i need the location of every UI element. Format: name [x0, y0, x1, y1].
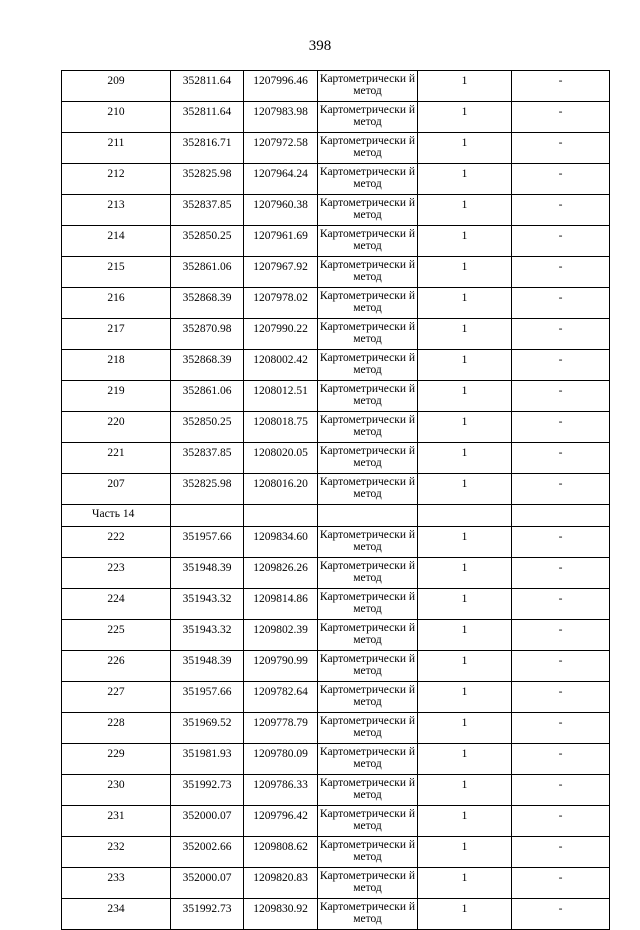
y-coordinate-cell: 1208012.51 — [244, 381, 318, 412]
x-coordinate-cell: 352811.64 — [171, 71, 244, 102]
table-row — [62, 412, 610, 443]
method-cell: Картометрически й метод — [318, 474, 418, 505]
point-number-cell: 225 — [62, 620, 171, 651]
empty-cell — [244, 505, 318, 527]
accuracy-cell: 1 — [418, 133, 512, 164]
point-number-cell: 227 — [62, 682, 171, 713]
method-cell: Картометрически й метод — [318, 899, 418, 930]
method-cell: Картометрически й метод — [318, 837, 418, 868]
y-coordinate-cell: 1209830.92 — [244, 899, 318, 930]
method-cell: Картометрически й метод — [318, 226, 418, 257]
table-row — [62, 806, 610, 837]
point-number-cell: 224 — [62, 589, 171, 620]
y-coordinate-cell: 1209790.99 — [244, 651, 318, 682]
table-row — [62, 868, 610, 899]
method-cell: Картометрически й метод — [318, 775, 418, 806]
point-number-cell: 234 — [62, 899, 171, 930]
method-cell: Картометрически й метод — [318, 71, 418, 102]
coordinates-table-body — [62, 71, 610, 930]
x-coordinate-cell: 351943.32 — [171, 620, 244, 651]
part-heading-row — [62, 505, 610, 527]
description-cell: - — [512, 288, 610, 319]
empty-cell — [512, 505, 610, 527]
accuracy-cell: 1 — [418, 558, 512, 589]
method-cell: Картометрически й метод — [318, 133, 418, 164]
description-cell: - — [512, 102, 610, 133]
method-cell: Картометрически й метод — [318, 806, 418, 837]
description-cell: - — [512, 443, 610, 474]
table-row — [62, 195, 610, 226]
table-row — [62, 288, 610, 319]
description-cell: - — [512, 651, 610, 682]
x-coordinate-cell: 351957.66 — [171, 527, 244, 558]
description-cell: - — [512, 682, 610, 713]
point-number-cell: 231 — [62, 806, 171, 837]
table-row — [62, 899, 610, 930]
description-cell: - — [512, 226, 610, 257]
accuracy-cell: 1 — [418, 288, 512, 319]
x-coordinate-cell: 351948.39 — [171, 651, 244, 682]
x-coordinate-cell: 352870.98 — [171, 319, 244, 350]
description-cell: - — [512, 775, 610, 806]
x-coordinate-cell: 352850.25 — [171, 412, 244, 443]
method-cell: Картометрически й метод — [318, 713, 418, 744]
x-coordinate-cell: 351969.52 — [171, 713, 244, 744]
table-row — [62, 133, 610, 164]
table-row — [62, 682, 610, 713]
y-coordinate-cell: 1209780.09 — [244, 744, 318, 775]
table-row — [62, 713, 610, 744]
table-row — [62, 102, 610, 133]
description-cell: - — [512, 381, 610, 412]
method-cell: Картометрически й метод — [318, 527, 418, 558]
point-number-cell: 207 — [62, 474, 171, 505]
point-number-cell: 230 — [62, 775, 171, 806]
description-cell: - — [512, 589, 610, 620]
y-coordinate-cell: 1209782.64 — [244, 682, 318, 713]
table-row — [62, 474, 610, 505]
table-row — [62, 651, 610, 682]
table-row — [62, 558, 610, 589]
y-coordinate-cell: 1209814.86 — [244, 589, 318, 620]
accuracy-cell: 1 — [418, 527, 512, 558]
point-number-cell: 215 — [62, 257, 171, 288]
description-cell: - — [512, 164, 610, 195]
method-cell: Картометрически й метод — [318, 164, 418, 195]
table-row — [62, 257, 610, 288]
point-number-cell: 217 — [62, 319, 171, 350]
coordinates-table — [61, 70, 610, 930]
x-coordinate-cell: 352861.06 — [171, 257, 244, 288]
table-row — [62, 837, 610, 868]
y-coordinate-cell: 1209820.83 — [244, 868, 318, 899]
method-cell: Картометрически й метод — [318, 744, 418, 775]
part-label: Часть 14 — [62, 505, 171, 527]
table-row — [62, 71, 610, 102]
y-coordinate-cell: 1208016.20 — [244, 474, 318, 505]
method-cell: Картометрически й метод — [318, 558, 418, 589]
accuracy-cell: 1 — [418, 443, 512, 474]
table-row — [62, 527, 610, 558]
table-row — [62, 775, 610, 806]
y-coordinate-cell: 1209796.42 — [244, 806, 318, 837]
y-coordinate-cell: 1209834.60 — [244, 527, 318, 558]
accuracy-cell: 1 — [418, 257, 512, 288]
accuracy-cell: 1 — [418, 319, 512, 350]
accuracy-cell: 1 — [418, 837, 512, 868]
accuracy-cell: 1 — [418, 651, 512, 682]
y-coordinate-cell: 1209826.26 — [244, 558, 318, 589]
method-cell: Картометрически й метод — [318, 381, 418, 412]
y-coordinate-cell: 1209802.39 — [244, 620, 318, 651]
x-coordinate-cell: 351992.73 — [171, 899, 244, 930]
description-cell: - — [512, 558, 610, 589]
table-row — [62, 350, 610, 381]
accuracy-cell: 1 — [418, 899, 512, 930]
accuracy-cell: 1 — [418, 226, 512, 257]
accuracy-cell: 1 — [418, 806, 512, 837]
method-cell: Картометрически й метод — [318, 589, 418, 620]
point-number-cell: 212 — [62, 164, 171, 195]
accuracy-cell: 1 — [418, 744, 512, 775]
table-row — [62, 319, 610, 350]
description-cell: - — [512, 412, 610, 443]
method-cell: Картометрически й метод — [318, 443, 418, 474]
point-number-cell: 223 — [62, 558, 171, 589]
y-coordinate-cell: 1207967.92 — [244, 257, 318, 288]
x-coordinate-cell: 352868.39 — [171, 350, 244, 381]
table-row — [62, 443, 610, 474]
accuracy-cell: 1 — [418, 381, 512, 412]
description-cell: - — [512, 474, 610, 505]
y-coordinate-cell: 1208002.42 — [244, 350, 318, 381]
description-cell: - — [512, 319, 610, 350]
x-coordinate-cell: 352000.07 — [171, 806, 244, 837]
x-coordinate-cell: 352811.64 — [171, 102, 244, 133]
point-number-cell: 233 — [62, 868, 171, 899]
y-coordinate-cell: 1207978.02 — [244, 288, 318, 319]
point-number-cell: 209 — [62, 71, 171, 102]
method-cell: Картометрически й метод — [318, 412, 418, 443]
point-number-cell: 232 — [62, 837, 171, 868]
method-cell: Картометрически й метод — [318, 102, 418, 133]
point-number-cell: 214 — [62, 226, 171, 257]
accuracy-cell: 1 — [418, 71, 512, 102]
y-coordinate-cell: 1209778.79 — [244, 713, 318, 744]
method-cell: Картометрически й метод — [318, 682, 418, 713]
method-cell: Картометрически й метод — [318, 350, 418, 381]
accuracy-cell: 1 — [418, 775, 512, 806]
x-coordinate-cell: 352837.85 — [171, 195, 244, 226]
accuracy-cell: 1 — [418, 474, 512, 505]
x-coordinate-cell: 352868.39 — [171, 288, 244, 319]
point-number-cell: 222 — [62, 527, 171, 558]
x-coordinate-cell: 351981.93 — [171, 744, 244, 775]
x-coordinate-cell: 352002.66 — [171, 837, 244, 868]
accuracy-cell: 1 — [418, 412, 512, 443]
description-cell: - — [512, 620, 610, 651]
description-cell: - — [512, 133, 610, 164]
accuracy-cell: 1 — [418, 713, 512, 744]
point-number-cell: 220 — [62, 412, 171, 443]
accuracy-cell: 1 — [418, 102, 512, 133]
method-cell: Картометрически й метод — [318, 651, 418, 682]
empty-cell — [318, 505, 418, 527]
page-number: 398 — [308, 38, 332, 54]
x-coordinate-cell: 352837.85 — [171, 443, 244, 474]
description-cell: - — [512, 837, 610, 868]
description-cell: - — [512, 806, 610, 837]
method-cell: Картометрически й метод — [318, 195, 418, 226]
accuracy-cell: 1 — [418, 868, 512, 899]
description-cell: - — [512, 195, 610, 226]
description-cell: - — [512, 899, 610, 930]
accuracy-cell: 1 — [418, 350, 512, 381]
method-cell: Картометрически й метод — [318, 620, 418, 651]
empty-cell — [418, 505, 512, 527]
table-row — [62, 226, 610, 257]
description-cell: - — [512, 257, 610, 288]
description-cell: - — [512, 350, 610, 381]
x-coordinate-cell: 351992.73 — [171, 775, 244, 806]
x-coordinate-cell: 352816.71 — [171, 133, 244, 164]
point-number-cell: 221 — [62, 443, 171, 474]
table-row — [62, 620, 610, 651]
y-coordinate-cell: 1207996.46 — [244, 71, 318, 102]
method-cell: Картометрически й метод — [318, 868, 418, 899]
y-coordinate-cell: 1207960.38 — [244, 195, 318, 226]
accuracy-cell: 1 — [418, 164, 512, 195]
x-coordinate-cell: 352825.98 — [171, 474, 244, 505]
x-coordinate-cell: 351948.39 — [171, 558, 244, 589]
x-coordinate-cell: 352861.06 — [171, 381, 244, 412]
y-coordinate-cell: 1207990.22 — [244, 319, 318, 350]
description-cell: - — [512, 744, 610, 775]
description-cell: - — [512, 713, 610, 744]
point-number-cell: 210 — [62, 102, 171, 133]
y-coordinate-cell: 1207983.98 — [244, 102, 318, 133]
x-coordinate-cell: 352850.25 — [171, 226, 244, 257]
point-number-cell: 228 — [62, 713, 171, 744]
x-coordinate-cell: 352000.07 — [171, 868, 244, 899]
point-number-cell: 216 — [62, 288, 171, 319]
table-row — [62, 744, 610, 775]
y-coordinate-cell: 1207961.69 — [244, 226, 318, 257]
table-row — [62, 589, 610, 620]
table-row — [62, 164, 610, 195]
y-coordinate-cell: 1209786.33 — [244, 775, 318, 806]
x-coordinate-cell: 352825.98 — [171, 164, 244, 195]
empty-cell — [171, 505, 244, 527]
description-cell: - — [512, 868, 610, 899]
description-cell: - — [512, 71, 610, 102]
method-cell: Картометрически й метод — [318, 319, 418, 350]
point-number-cell: 219 — [62, 381, 171, 412]
point-number-cell: 218 — [62, 350, 171, 381]
accuracy-cell: 1 — [418, 195, 512, 226]
method-cell: Картометрически й метод — [318, 257, 418, 288]
point-number-cell: 211 — [62, 133, 171, 164]
y-coordinate-cell: 1208018.75 — [244, 412, 318, 443]
y-coordinate-cell: 1208020.05 — [244, 443, 318, 474]
table-row — [62, 381, 610, 412]
point-number-cell: 229 — [62, 744, 171, 775]
y-coordinate-cell: 1209808.62 — [244, 837, 318, 868]
x-coordinate-cell: 351957.66 — [171, 682, 244, 713]
x-coordinate-cell: 351943.32 — [171, 589, 244, 620]
description-cell: - — [512, 527, 610, 558]
point-number-cell: 213 — [62, 195, 171, 226]
accuracy-cell: 1 — [418, 589, 512, 620]
y-coordinate-cell: 1207964.24 — [244, 164, 318, 195]
method-cell: Картометрически й метод — [318, 288, 418, 319]
point-number-cell: 226 — [62, 651, 171, 682]
accuracy-cell: 1 — [418, 620, 512, 651]
y-coordinate-cell: 1207972.58 — [244, 133, 318, 164]
accuracy-cell: 1 — [418, 682, 512, 713]
